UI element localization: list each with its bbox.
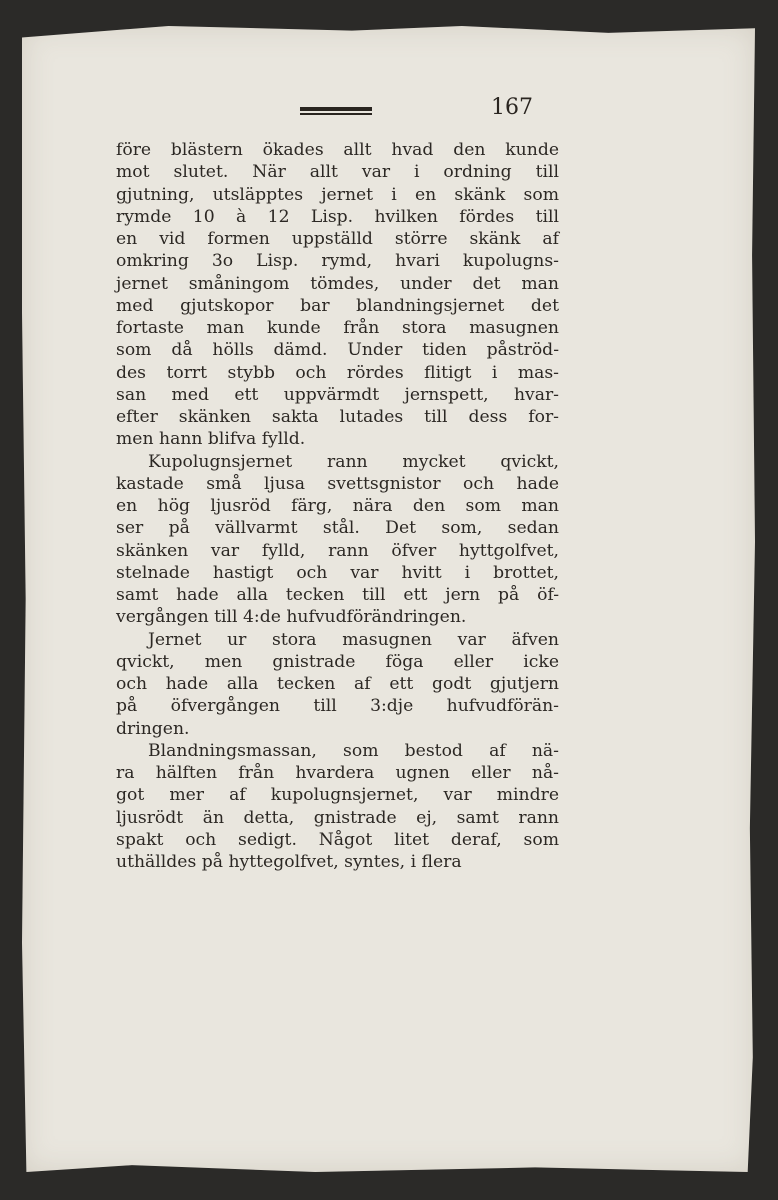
text-line: men hann blifva fylld.	[116, 429, 306, 450]
paragraph	[116, 740, 559, 874]
text-line: spakt och sedigt. Något litet deraf, som	[116, 829, 559, 850]
body-text	[116, 139, 559, 873]
paragraph	[116, 629, 559, 740]
text-line: stelnade hastigt och var hvitt i brottet,	[116, 562, 559, 583]
text-line: som då hölls dämd. Under tiden påströd-	[116, 340, 559, 361]
text-line: Kupolugnsjernet rann mycket qvickt,	[148, 451, 559, 472]
text-line: och hade alla tecken af ett godt gjutjern	[116, 674, 559, 694]
text-line: vergången till 4:de hufvudförändringen.	[116, 607, 467, 628]
text-line: rymde 10 à 12 Lisp. hvilken fördes till	[116, 206, 559, 227]
text-line: kastade små ljusa svettsgnistor och hade	[116, 473, 559, 494]
text-line: skänken var fylld, rann öfver hyttgolfvet,	[116, 540, 559, 561]
text-line: en hög ljusröd färg, nära den som man	[116, 496, 559, 516]
text-line: jernet småningom tömdes, under det man	[116, 273, 559, 294]
text-line: got mer af kupolugnsjernet, var mindre	[116, 785, 559, 806]
paragraph	[116, 451, 559, 629]
text-line: med gjutskopor bar blandningsjernet det	[116, 295, 559, 316]
text-line: gjutning, utsläpptes jernet i en skänk som	[116, 184, 559, 205]
text-line: ser på vällvarmt stål. Det som, sedan	[116, 518, 559, 539]
text-line: omkring 3o Lisp. rymd, hvari kupolugns-	[116, 251, 559, 272]
text-line: en vid formen uppställd större skänk af	[116, 229, 559, 249]
text-line: efter skänken sakta lutades till dess for-	[116, 407, 559, 427]
text-line: samt hade alla tecken till ett jern på öf-	[116, 585, 559, 605]
paragraph	[116, 139, 559, 451]
text-line: före blästern ökades allt hvad den kunde	[116, 140, 559, 160]
text-line: san med ett uppvärmdt jernspett, hvar-	[116, 384, 559, 405]
text-line: qvickt, men gnistrade föga eller icke	[116, 651, 559, 672]
text-line: på öfvergången till 3:dje hufvudförän-	[116, 696, 559, 717]
text-line: Blandningsmassan, som bestod af nä-	[148, 740, 559, 761]
header-double-rule	[300, 107, 372, 115]
text-line: Jernet ur stora masugnen var äfven	[148, 629, 559, 650]
text-line: mot slutet. När allt var i ordning till	[116, 162, 559, 183]
page-number: 167	[491, 95, 533, 120]
text-line: uthälldes på hyttegolfvet, syntes, i flera	[116, 852, 462, 872]
text-line: des torrt stybb och rördes flitigt i mas-	[116, 362, 559, 383]
text-line: dringen.	[116, 718, 190, 739]
text-line: ljusrödt än detta, gnistrade ej, samt rann	[116, 807, 559, 828]
text-line: ra hälften från hvardera ugnen eller nå-	[116, 763, 559, 783]
text-line: fortaste man kunde från stora masugnen	[116, 318, 559, 338]
